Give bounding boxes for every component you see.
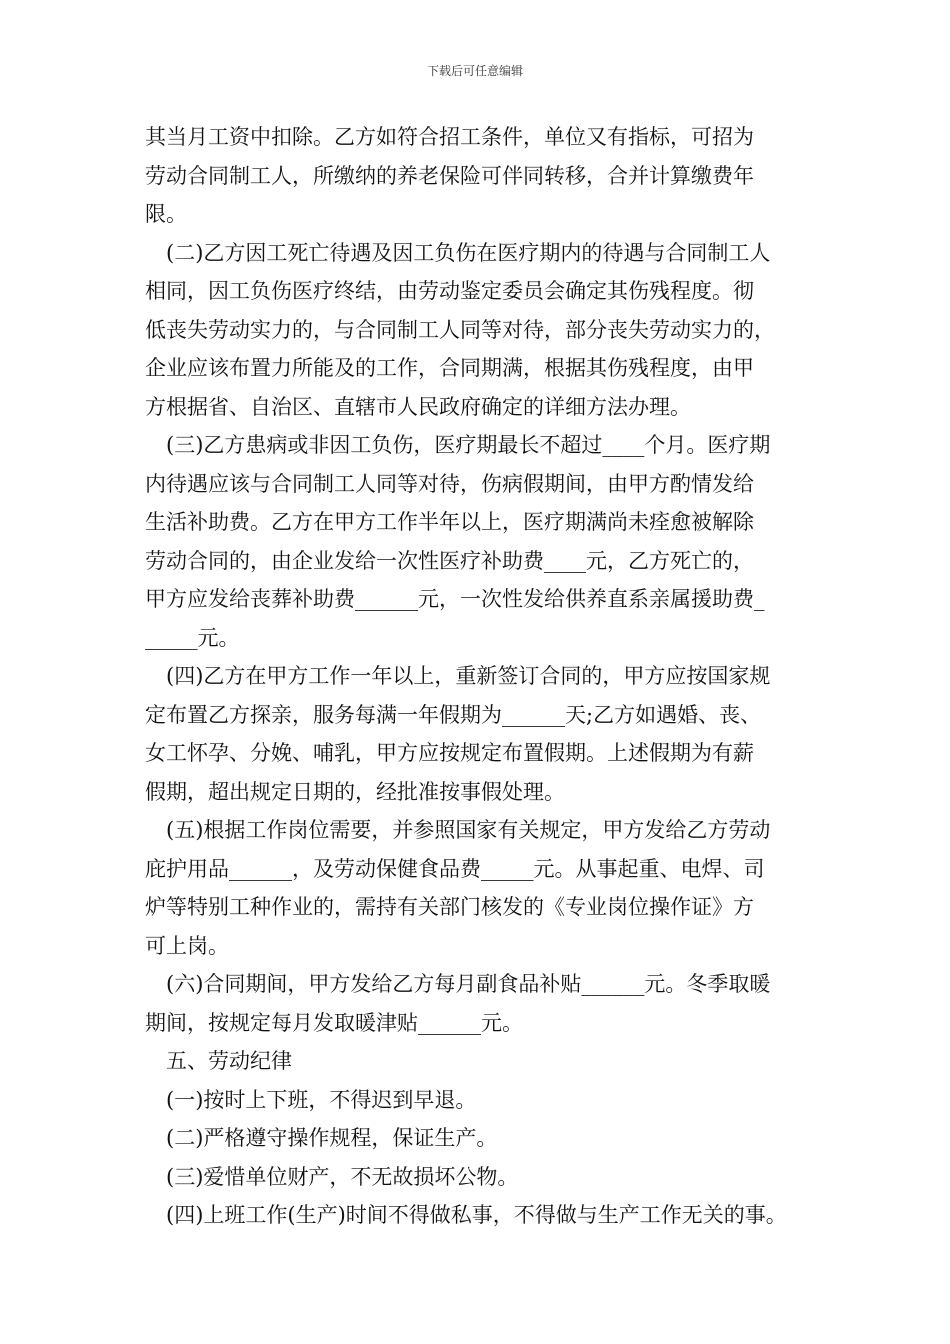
- page-header: 下载后可任意编辑: [426, 64, 523, 78]
- text-line: (四)乙方在甲方工作一年以上，重新签订合同的，甲方应按国家规: [166, 664, 771, 688]
- text-line: (二)乙方因工死亡待遇及因工负伤在医疗期内的待遇与合同制工人: [166, 240, 771, 265]
- text-line: 限。: [145, 202, 187, 226]
- text-line: (四)上班工作(生产)时间不得做私事，不得做与生产工作无关的事。: [166, 1203, 787, 1227]
- text-line: _____元。: [145, 625, 240, 650]
- text-line: 相同，因工负伤医疗终结，由劳动鉴定委员会确定其伤残程度。彻: [145, 279, 754, 303]
- text-line: 五、劳动纪律: [166, 1049, 292, 1073]
- text-line: 庇护用品______，及劳动保健食品费_____元。从事起重、电焊、司: [145, 856, 765, 881]
- text-line: (三)乙方患病或非因工负伤，医疗期最长不超过____个月。医疗期: [166, 433, 771, 457]
- text-line: 假期，超出规定日期的，经批准按事假处理。: [145, 779, 565, 804]
- text-line: 其当月工资中扣除。乙方如符合招工条件，单位又有指标，可招为: [145, 125, 754, 149]
- text-line: (五)根据工作岗位需要，并参照国家有关规定，甲方发给乙方劳动: [166, 818, 771, 842]
- text-line: 低丧失劳动实力的，与合同制工人同等对待，部分丧失劳动实力的，: [145, 317, 775, 342]
- text-line: (二)严格遵守操作规程，保证生产。: [166, 1126, 498, 1150]
- text-line: (三)爱惜单位财产，不无故损坏公物。: [166, 1164, 519, 1189]
- text-line: (一)按时上下班，不得迟到早退。: [166, 1087, 477, 1112]
- text-line: 定布置乙方探亲，服务每满一年假期为______天;乙方如遇婚、丧、: [145, 702, 762, 727]
- text-line: 炉等特别工种作业的，需持有关部门核发的《专业岗位操作证》方: [145, 895, 754, 919]
- text-line: (六)合同期间，甲方发给乙方每月副食品补贴______元。冬季取暖: [166, 972, 771, 996]
- text-line: 企业应该布置力所能及的工作，合同期满，根据其伤残程度，由甲: [145, 356, 754, 380]
- text-line: 甲方应发给丧葬补助费______元，一次性发给供养直系亲属援助费_: [145, 587, 765, 611]
- text-line: 生活补助费。乙方在甲方工作半年以上，医疗期满尚未痊愈被解除: [145, 510, 754, 534]
- text-line: 女工怀孕、分娩、哺乳，甲方应按规定布置假期。上述假期为有薪: [145, 741, 754, 765]
- text-line: 劳动合同的，由企业发给一次性医疗补助费____元，乙方死亡的，: [145, 548, 754, 573]
- text-line: 劳动合同制工人，所缴纳的养老保险可伴同转移，合并计算缴费年: [145, 163, 754, 188]
- text-line: 内待遇应该与合同制工人同等对待，伤病假期间，由甲方酌情发给: [145, 471, 754, 496]
- document-body: [145, 118, 813, 1235]
- text-line: 期间，按规定每月发取暖津贴______元。: [145, 1010, 523, 1035]
- text-line: 方根据省、自治区、直辖市人民政府确定的详细方法办理。: [145, 394, 691, 419]
- text-line: 可上岗。: [145, 933, 229, 958]
